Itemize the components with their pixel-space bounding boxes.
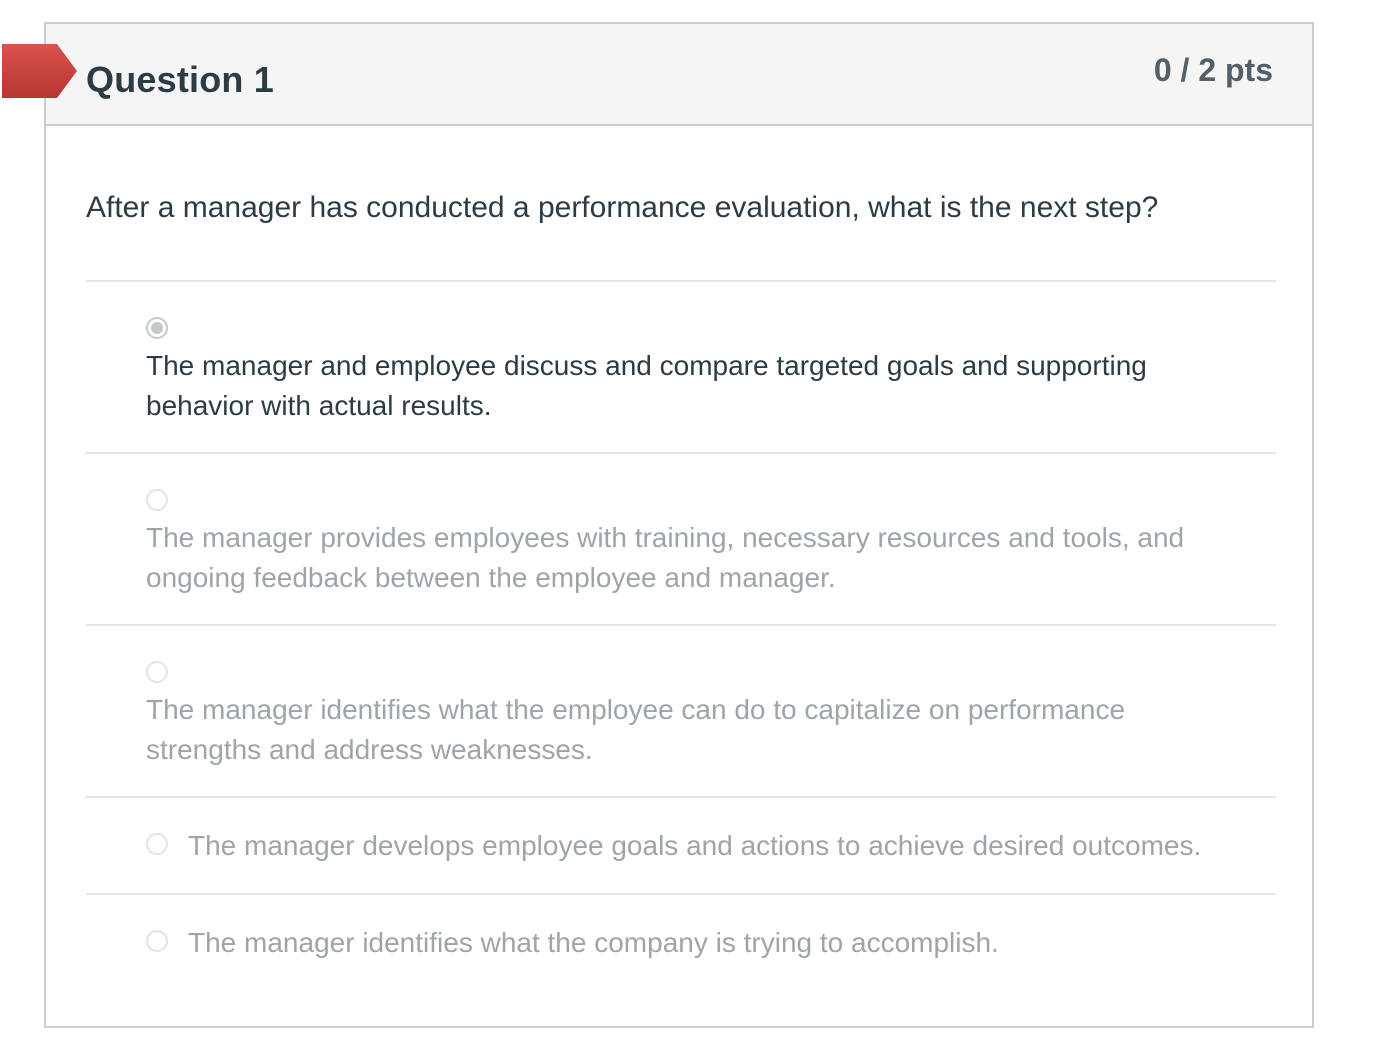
points-score: 0 / 2 pts [1153, 52, 1273, 88]
answer-text: The manager provides employees with training, necessary resources and tools, and ongoing feedback between the employee and manager. [146, 522, 1185, 593]
answer-option[interactable] [86, 796, 1276, 893]
answer-option[interactable] [86, 624, 1276, 796]
radio-button[interactable] [146, 833, 168, 855]
radio-button[interactable] [146, 930, 168, 952]
answer-option[interactable] [86, 893, 1276, 990]
incorrect-flag-icon [2, 44, 77, 98]
question-title: Question 1 [86, 59, 275, 100]
question-header [46, 24, 1312, 126]
answer-text: The manager and employee discuss and compare targeted goals and supporting behavior with actual results. [146, 350, 1147, 421]
radio-button-selected[interactable] [146, 317, 168, 339]
radio-button[interactable] [146, 489, 168, 511]
answer-text: The manager identifies what the company is trying to accomplish. [188, 927, 999, 958]
radio-button[interactable] [146, 661, 168, 683]
answer-option[interactable] [86, 452, 1276, 624]
answer-text: The manager identifies what the employee can do to capitalize on performance strengths and address weaknesses. [146, 694, 1126, 765]
answer-option[interactable] [86, 280, 1276, 452]
question-text: After a manager has conducted a performance evaluation, what is the next step? [86, 191, 1159, 224]
answer-list [86, 280, 1276, 990]
question-card [44, 22, 1314, 1028]
answer-text: The manager develops employee goals and actions to achieve desired outcomes. [188, 830, 1202, 861]
